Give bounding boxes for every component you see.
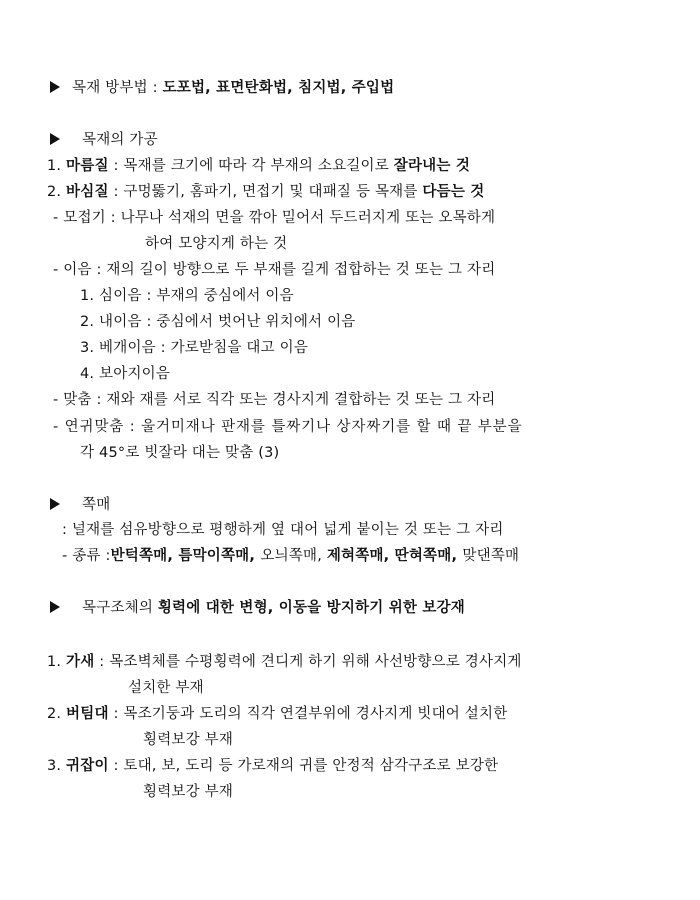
processing-item-1: [47, 156, 470, 176]
preservation-heading: [50, 78, 394, 98]
item-desc: 토대, 보, 도리 등 가로재의 귀를 안정적 삼각구조로 보강한: [123, 758, 499, 774]
ieum-subitem-2: 2. 내이음 : 중심에서 벗어난 위치에서 이음: [80, 314, 356, 330]
item-desc: 목조벽체를 수평횡력에 견디게 하기 위해 사선방향으로 경사지게: [109, 654, 522, 670]
preservation-methods: 도포법, 표면탄화법, 침지법, 주입법: [162, 80, 395, 96]
jjokmae-types: [62, 546, 519, 566]
comma: ,: [167, 548, 179, 564]
triangle-bullet-icon: [50, 81, 60, 93]
item-term: 바심질: [66, 184, 109, 200]
triangle-bullet-icon: [50, 601, 60, 613]
triangle-bullet-icon: [50, 133, 60, 145]
separator: :: [147, 80, 163, 96]
reinforcement-title-plain: 목구조체의: [82, 600, 158, 616]
reinforcement-heading: [50, 598, 465, 618]
processing-item-2: [47, 182, 484, 202]
matchum-line: - 맞춤 : 재와 재를 서로 직각 또는 경사지게 결합하는 것 또는 그 자리: [53, 392, 496, 408]
yeongwi-line-2: 각 45°로 빗잘라 대는 맞춤 (3): [80, 445, 280, 461]
type-item: 제혀쪽매: [326, 548, 384, 564]
item-desc: 목조기둥과 도리의 직각 연결부위에 경사지게 빗대어 설치한: [123, 706, 508, 722]
yeongwi-line-1: - 연귀맞춤 : 울거미재나 판재를 틀짜기나 상자짜기를 할 때 끝 부분을: [53, 419, 523, 435]
item-term: 마름질: [66, 158, 109, 174]
ieum-subitem-1: 1. 심이음 : 부재의 중심에서 이음: [80, 288, 294, 304]
jjokmae-title: 쪽매: [82, 497, 111, 513]
item-number: 1.: [47, 654, 67, 670]
reinforcement-item-2-cont: 횡력보강 부재: [143, 732, 234, 748]
item-term: 버팀대: [66, 706, 109, 722]
ieum-subitem-3: 3. 베개이음 : 가로받침을 대고 이음: [80, 340, 309, 356]
comma: ,: [451, 548, 463, 564]
type-item: 딴혀쪽매: [394, 548, 452, 564]
comma: ,: [383, 548, 395, 564]
jjokmae-definition: : 널재를 섬유방향으로 평행하게 옆 대어 넓게 붙이는 것 또는 그 자리: [62, 522, 504, 538]
separator: :: [94, 654, 110, 670]
reinforcement-item-1: [47, 652, 522, 672]
type-item: 틈막이쪽매: [178, 548, 250, 564]
reinforcement-item-1-cont: 설치한 부재: [128, 680, 204, 696]
triangle-bullet-icon: [50, 498, 60, 510]
comma: ,: [249, 548, 261, 564]
item-number: 3.: [47, 758, 67, 774]
reinforcement-item-3: [47, 756, 498, 776]
item-desc: 목재를 크기에 따라 각 부재의 소요길이로: [123, 158, 394, 174]
type-item: 반턱쪽매: [110, 548, 168, 564]
preservation-label: 목재 방부법: [72, 80, 148, 96]
reinforcement-title-bold: 횡력에 대한 변형, 이동을 방지하기 위한 보강재: [157, 600, 465, 616]
item-number: 2.: [47, 184, 67, 200]
item-desc-bold: 잘라내는 것: [393, 158, 471, 174]
mojeopgi-line-1: - 모접기 : 나무나 석재의 면을 깎아 밀어서 두드러지게 또는 오목하게: [53, 210, 496, 226]
reinforcement-item-2: [47, 704, 507, 724]
type-item: 오늬쪽매: [260, 548, 318, 564]
item-desc-bold: 다듬는 것: [422, 184, 485, 200]
item-number: 2.: [47, 706, 67, 722]
reinforcement-item-3-cont: 횡력보강 부재: [143, 784, 234, 800]
processing-title: 목재의 가공: [82, 132, 158, 148]
comma: ,: [317, 548, 327, 564]
separator: :: [108, 184, 124, 200]
ieum-subitem-4: 4. 보아지이음: [80, 366, 171, 382]
separator: :: [108, 758, 124, 774]
item-number: 1.: [47, 158, 67, 174]
types-label: - 종류 :: [62, 548, 111, 564]
type-item: 맞댄쪽매: [462, 548, 520, 564]
ieum-line: - 이음 : 재의 길이 방향으로 두 부재를 길게 접합하는 것 또는 그 자리: [53, 262, 496, 278]
item-term: 귀잡이: [66, 758, 109, 774]
separator: :: [108, 158, 124, 174]
item-term: 가새: [66, 654, 95, 670]
jjokmae-heading: [50, 495, 110, 515]
separator: :: [108, 706, 124, 722]
processing-heading: [50, 130, 158, 150]
item-desc: 구멍뚫기, 홈파기, 면접기 및 대패질 등 목재를: [123, 184, 423, 200]
mojeopgi-line-2: 하여 모양지게 하는 것: [145, 236, 288, 252]
